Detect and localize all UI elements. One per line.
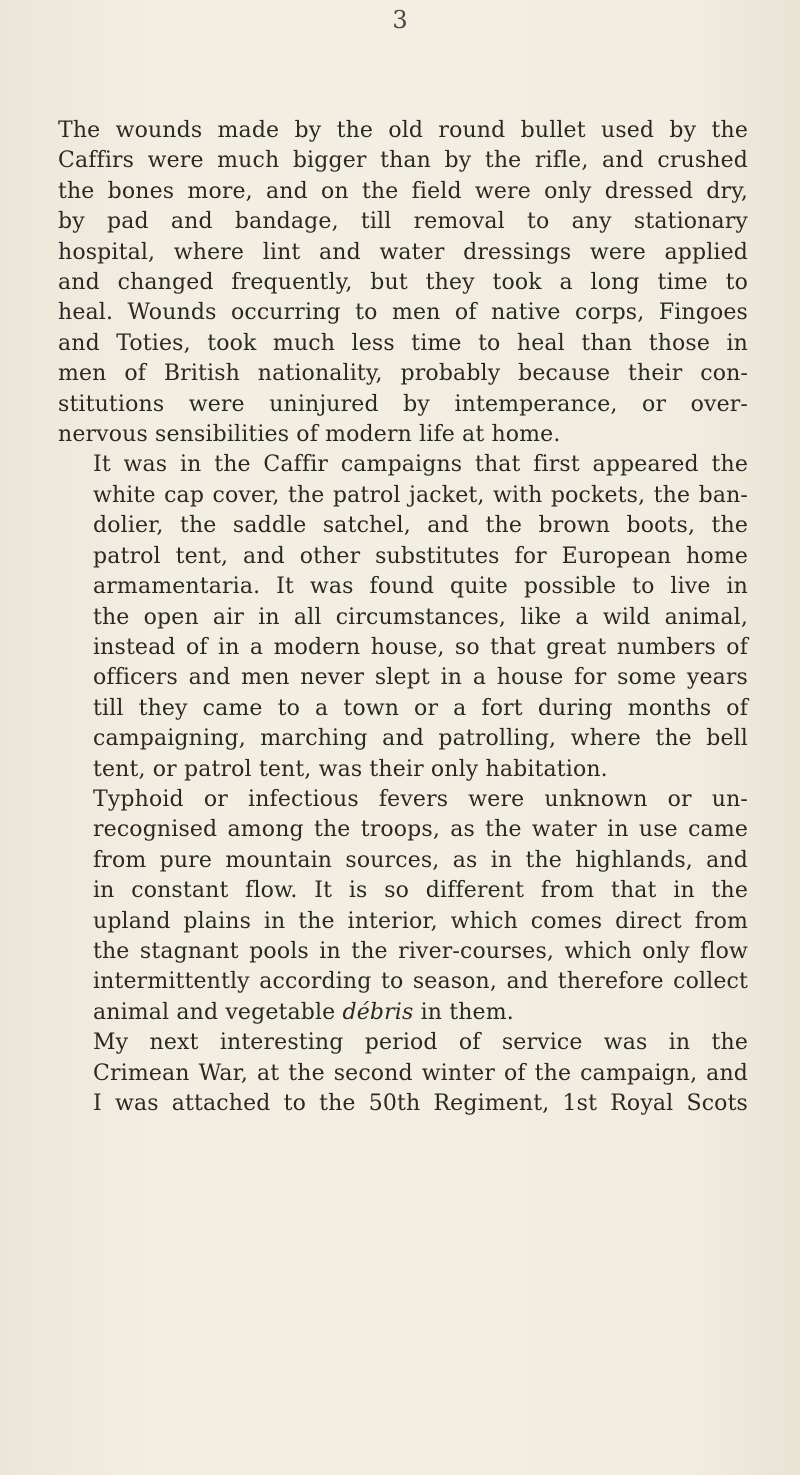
text-line: armamentaria. It was found quite possible to live in (93, 574, 748, 600)
text-line: from pure mountain sources, as in the highlands, and (93, 847, 748, 873)
text-line: men of British nationality, probably because their con- (58, 361, 748, 387)
paragraph-1 (58, 116, 748, 450)
text-fragment: in them. (413, 999, 514, 1025)
text-line: intermittently according to season, and therefore collect (93, 969, 748, 995)
text-line: It was in the Caffir campaigns that first appeared the (93, 452, 748, 478)
text-line: nervous sensibilities of modern life at home. (58, 422, 561, 448)
text-line: white cap cover, the patrol jacket, with pockets, the ban- (93, 482, 748, 508)
text-line: heal. Wounds occurring to men of native corps, Fingoes (58, 300, 748, 326)
text-line: the stagnant pools in the river-courses, which only flow (93, 938, 748, 964)
text-line: The wounds made by the old round bullet used by the (58, 118, 748, 143)
text-line: upland plains in the interior, which comes direct from (93, 908, 748, 934)
page-number: 3 (392, 6, 408, 34)
text-line: dolier, the saddle satchel, and the brown boots, the (93, 513, 748, 539)
text-line: by pad and bandage, till removal to any stationary (58, 209, 748, 235)
text-line: the bones more, and on the field were only dressed dry, (58, 178, 748, 204)
paragraph-4 (58, 1028, 748, 1119)
paragraph-3 (58, 785, 748, 1028)
text-line: tent, or patrol tent, was their only habitation. (93, 756, 608, 782)
text-line: hospital, where lint and water dressings were applied (58, 239, 748, 265)
italic-word: débris (342, 999, 414, 1025)
text-line: in constant flow. It is so different from that in the (93, 878, 748, 904)
text-line: instead of in a modern house, so that great numbers of (93, 634, 748, 660)
text-line: patrol tent, and other substitutes for European home (93, 543, 748, 569)
body-text (58, 116, 748, 1119)
text-line: Caffirs were much bigger than by the rifle, and crushed (58, 148, 748, 174)
text-line: Crimean War, at the second winter of the campaign, and (93, 1060, 748, 1086)
text-line: I was attached to the 50th Regiment, 1st Royal Scots (93, 1091, 748, 1116)
text-line: stitutions were uninjured by intemperance, or over- (58, 391, 748, 417)
text-line: till they came to a town or a fort during months of (93, 695, 748, 721)
text-line: My next interesting period of service was in the (93, 1030, 748, 1056)
text-line: and Toties, took much less time to heal than those in (58, 330, 748, 356)
paragraph-2 (58, 450, 748, 784)
text-line: and changed frequently, but they took a long time to (58, 270, 748, 296)
text-line: the open air in all circumstances, like a wild animal, (93, 604, 748, 630)
text-line-with-italic (58, 998, 748, 1028)
text-line: campaigning, marching and patrolling, where the bell (93, 726, 748, 752)
text-fragment: animal and vegetable (93, 999, 343, 1025)
text-line: Typhoid or infectious fevers were unknown or un- (93, 786, 748, 812)
text-line: recognised among the troops, as the water in use came (93, 817, 748, 843)
text-line: officers and men never slept in a house for some years (93, 665, 748, 691)
